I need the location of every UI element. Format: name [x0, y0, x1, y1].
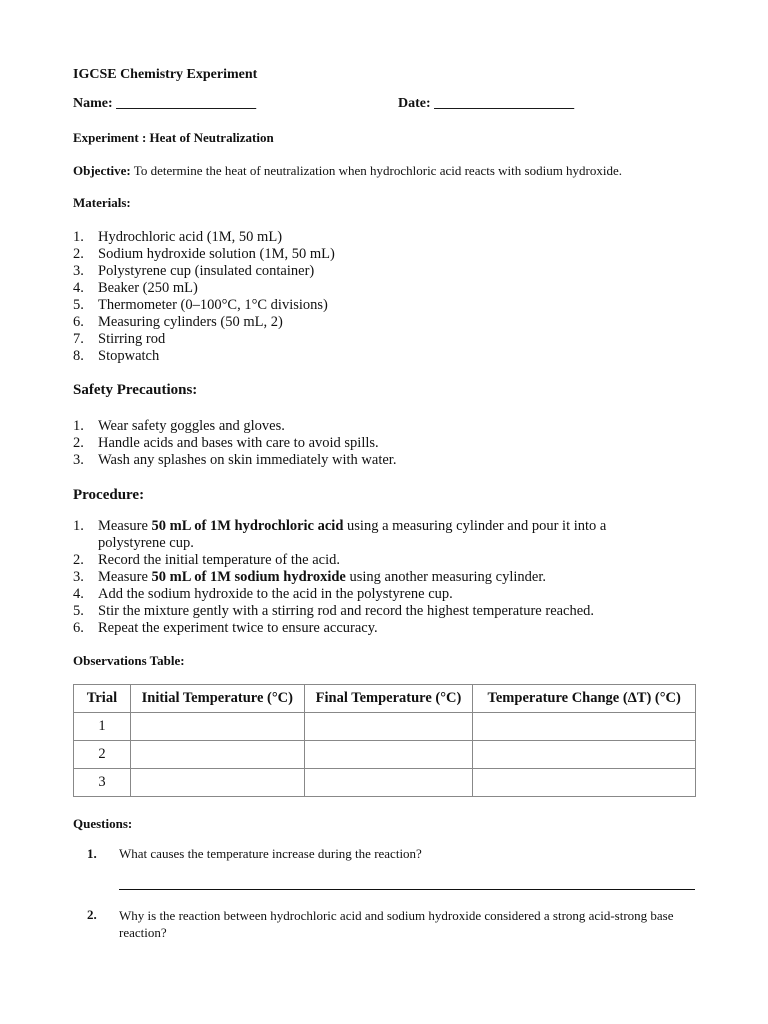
temp-change-cell[interactable] — [473, 741, 696, 769]
name-line — [73, 96, 256, 112]
safety-list — [73, 418, 698, 469]
table-row — [74, 713, 696, 741]
experiment-title: Experiment : Heat of Neutralization — [73, 130, 274, 145]
list-item: 7. Stirring rod — [73, 331, 166, 347]
materials-list — [73, 229, 698, 365]
table-row — [74, 741, 696, 769]
trial-cell: 1 — [74, 713, 131, 741]
answer-line[interactable] — [119, 889, 695, 890]
safety-heading: Safety Precautions: — [73, 382, 198, 398]
trial-cell: 3 — [74, 769, 131, 797]
list-item: 3. Wash any splashes on skin immediately with water. — [73, 452, 397, 468]
date-line — [398, 96, 574, 112]
table-row — [74, 769, 696, 797]
objective — [73, 163, 622, 179]
temp-change-cell[interactable] — [473, 713, 696, 741]
procedure-heading: Procedure: — [73, 487, 145, 503]
list-item: 3. Polystyrene cup (insulated container) — [73, 263, 315, 279]
initial-temp-cell[interactable] — [130, 713, 304, 741]
initial-temp-cell[interactable] — [130, 769, 304, 797]
materials-heading: Materials: — [73, 195, 131, 210]
question-number: 1. — [87, 846, 97, 861]
name-field[interactable]: ____________________ — [116, 96, 257, 111]
objective-text: To determine the heat of neutralization when hydrochloric acid reacts with sodium hydroxide. — [133, 163, 623, 178]
questions-heading: Questions: — [73, 816, 133, 831]
column-header: Final Temperature (°C) — [304, 685, 473, 713]
list-item: 2. Record the initial temperature of the acid. — [73, 552, 340, 568]
list-item: 5. Stir the mixture gently with a stirring rod and record the highest temperature reached. — [73, 603, 595, 619]
trial-cell: 2 — [74, 741, 131, 769]
list-item: 2. Handle acids and bases with care to avoid spills. — [73, 435, 379, 451]
date-label: Date: — [398, 96, 431, 111]
list-item: 2. Sodium hydroxide solution (1M, 50 mL) — [73, 246, 335, 262]
list-item: 1. Measure 50 mL of 1M hydrochloric acid using a measuring cylinder and pour it into a polystyrene cup. — [73, 518, 607, 551]
observations-heading: Observations Table: — [73, 653, 185, 668]
procedure-list — [73, 518, 698, 637]
list-item: 4. Add the sodium hydroxide to the acid in the polystyrene cup. — [73, 586, 453, 602]
list-item: 6. Measuring cylinders (50 mL, 2) — [73, 314, 283, 330]
page-title: IGCSE Chemistry Experiment — [73, 67, 258, 82]
question-text: Why is the reaction between hydrochloric acid and sodium hydroxide considered a strong acid-strong base reaction? — [119, 908, 674, 940]
column-header: Temperature Change (ΔT) (°C) — [473, 685, 696, 713]
list-item: 1. Wear safety goggles and gloves. — [73, 418, 285, 434]
objective-label: Objective: — [73, 163, 131, 178]
final-temp-cell[interactable] — [304, 769, 473, 797]
name-label: Name: — [73, 96, 113, 111]
final-temp-cell[interactable] — [304, 713, 473, 741]
list-item: 6. Repeat the experiment twice to ensure accuracy. — [73, 620, 378, 636]
list-item: 8. Stopwatch — [73, 348, 160, 364]
column-header: Trial — [74, 685, 131, 713]
temp-change-cell[interactable] — [473, 769, 696, 797]
date-field[interactable]: ____________________ — [434, 96, 575, 111]
list-item: 5. Thermometer (0–100°C, 1°C divisions) — [73, 297, 328, 313]
table-header-row — [74, 685, 696, 713]
list-item: 3. Measure 50 mL of 1M sodium hydroxide using another measuring cylinder. — [73, 569, 546, 585]
observations-table — [73, 684, 696, 797]
final-temp-cell[interactable] — [304, 741, 473, 769]
question-number: 2. — [87, 907, 97, 922]
question-text: What causes the temperature increase during the reaction? — [119, 846, 422, 861]
column-header: Initial Temperature (°C) — [130, 685, 304, 713]
initial-temp-cell[interactable] — [130, 741, 304, 769]
list-item: 4. Beaker (250 mL) — [73, 280, 198, 296]
list-item: 1. Hydrochloric acid (1M, 50 mL) — [73, 229, 283, 245]
